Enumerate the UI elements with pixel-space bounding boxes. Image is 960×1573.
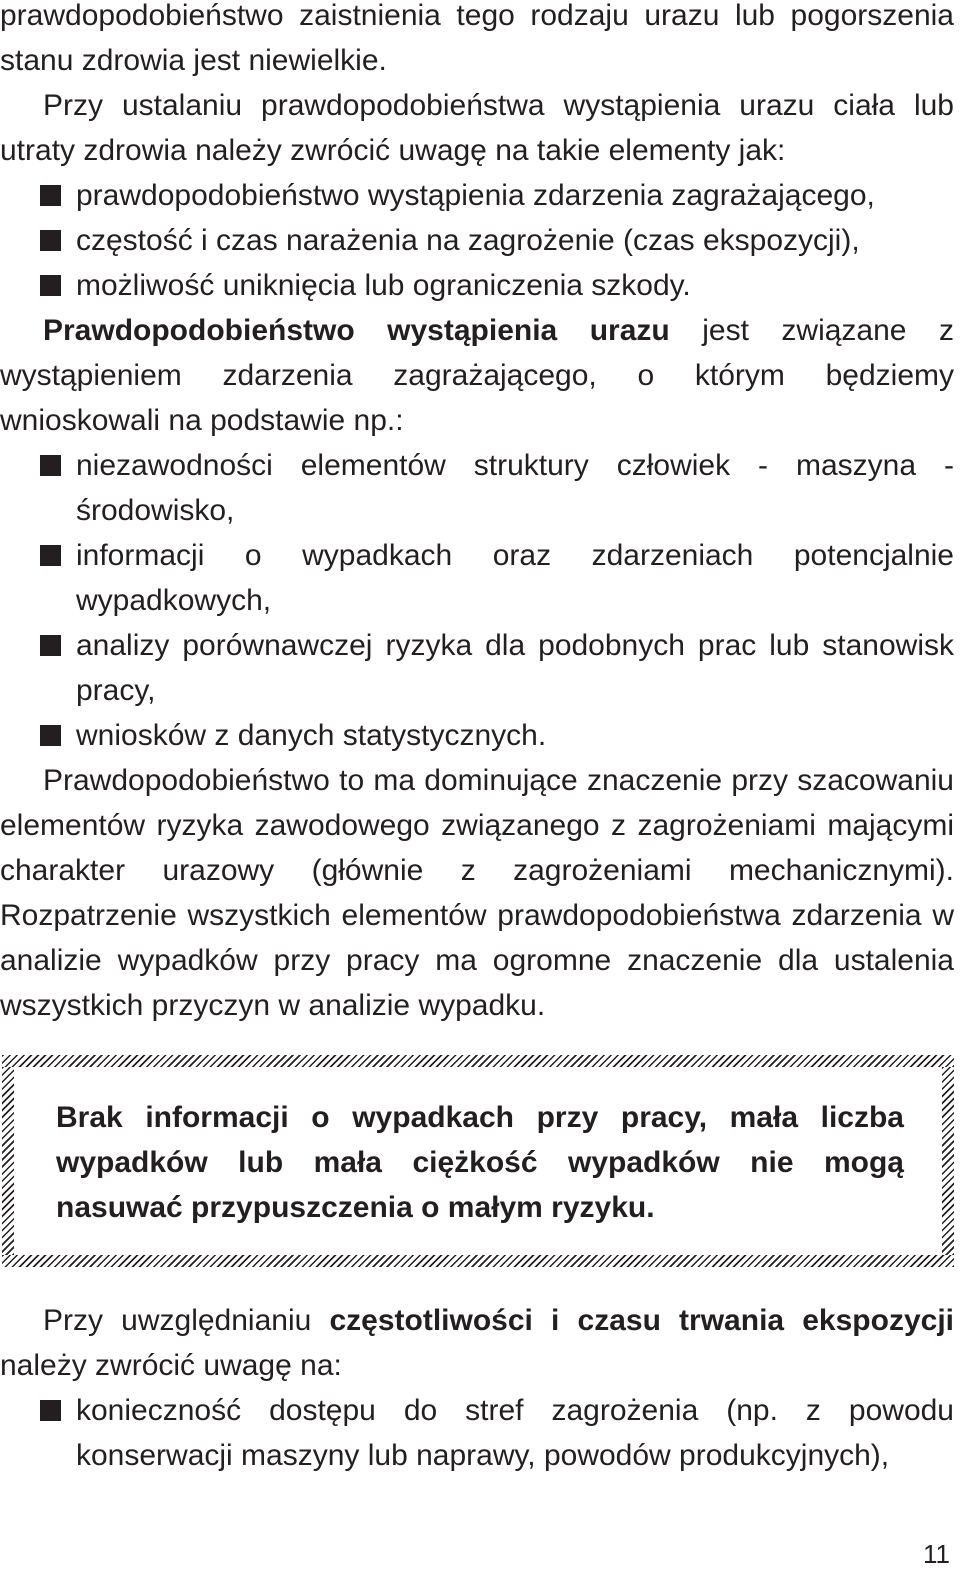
list-sources	[0, 443, 954, 758]
note-box	[2, 1055, 954, 1267]
square-bullet-icon	[40, 275, 61, 296]
list-item: wniosków z danych statystycznych.	[0, 713, 954, 758]
list-item: analizy porównawczej ryzyka dla podobnych prac lub stanowisk pracy,	[0, 623, 954, 713]
square-bullet-icon	[40, 185, 61, 206]
bold-term: Prawdopodobieństwo wystąpienia urazu	[43, 314, 670, 347]
list-item: możliwość uniknięcia lub ograniczenia szkody.	[0, 263, 954, 308]
list-item: informacji o wypadkach oraz zdarzeniach potencjalnie wypadkowych,	[0, 533, 954, 623]
hatched-border-bottom	[2, 1255, 954, 1267]
list-exposure	[0, 1388, 954, 1478]
square-bullet-icon	[40, 545, 61, 566]
paragraph-elements-intro: Przy ustalaniu prawdopodobieństwa wystąpienia urazu ciała lub utraty zdrowia należy zwrócić uwagę na takie elementy jak:	[0, 89, 954, 167]
square-bullet-icon	[40, 455, 61, 476]
paragraph-dominant-meaning: Prawdopodobieństwo to ma dominujące znaczenie przy szacowaniu elementów ryzyka zawodowego związanego z zagrożeniami mającymi charakter urazowy (głównie z zagrożeniami mechanicznymi). Rozpatrzenie wszystkich elementów prawdopodobieństwa zdarzenia w analizie wypadków przy pracy ma ogromne znaczenie dla ustalenia wszystkich przyczyn w analizie wypadku.	[0, 764, 954, 1022]
section-injury-probability	[0, 308, 954, 1028]
section-exposure	[0, 1298, 954, 1478]
note-box-text: Brak informacji o wypadkach przy pracy, mała liczba wypadków lub mała ciężkość wypadków nie mogą nasuwać przypuszczenia o małym ryzyku.	[56, 1101, 904, 1224]
list-item: konieczność dostępu do stref zagrożenia (np. z powodu konserwacji maszyny lub naprawy, powodów produkcyjnych),	[0, 1388, 954, 1478]
hatched-border-left	[2, 1067, 14, 1255]
square-bullet-icon	[40, 725, 61, 746]
section-probability-intro	[0, 0, 954, 308]
square-bullet-icon	[40, 230, 61, 251]
paragraph-exposure-intro: Przy uwzględnianiu częstotliwości i czasu trwania ekspozycji należy zwrócić uwagę na:	[0, 1304, 954, 1382]
paragraph-continuation: prawdopodobieństwo zaistnienia tego rodzaju urazu lub pogorszenia stanu zdrowia jest niewielkie.	[0, 0, 954, 77]
list-elements	[0, 173, 954, 308]
square-bullet-icon	[40, 635, 61, 656]
list-item: niezawodności elementów struktury człowiek - maszyna - środowisko,	[0, 443, 954, 533]
list-item: prawdopodobieństwo wystąpienia zdarzenia zagrażającego,	[0, 173, 954, 218]
page-number: 11	[923, 1539, 950, 1569]
list-item: częstość i czas narażenia na zagrożenie (czas ekspozycji),	[0, 218, 954, 263]
bold-term: częstotliwości i czasu trwania ekspozycji	[329, 1304, 954, 1337]
hatched-border-top	[2, 1055, 954, 1067]
paragraph-injury-probability: Prawdopodobieństwo wystąpienia urazu jest związane z wystąpieniem zdarzenia zagrażającego, o którym będziemy wnioskowali na podstawie np.:	[0, 314, 954, 437]
square-bullet-icon	[40, 1400, 61, 1421]
hatched-border-right	[942, 1067, 954, 1255]
